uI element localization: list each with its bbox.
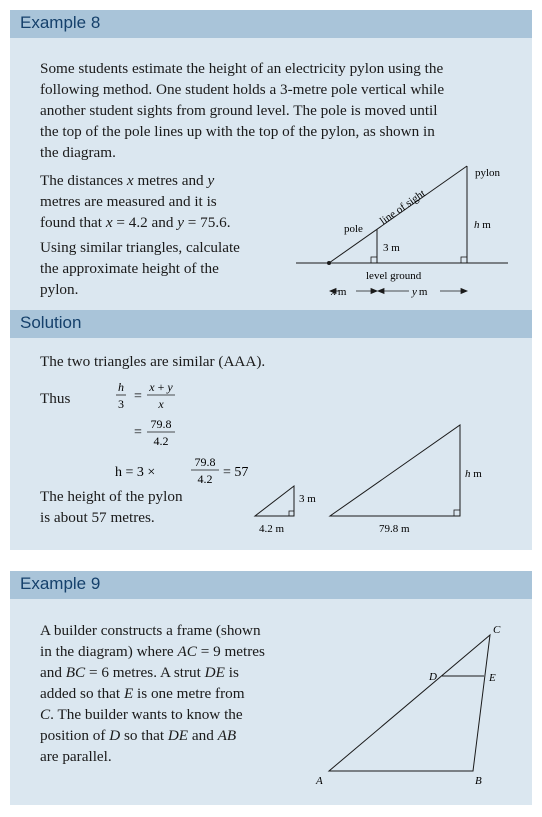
example-8-title: Example 8 [20, 13, 101, 32]
example-9-title: Example 9 [20, 574, 101, 593]
text: = 6 metres. A strut [85, 664, 205, 681]
label-d: D [429, 671, 437, 683]
var-y: y [207, 172, 215, 189]
text: is [224, 664, 239, 681]
var-x: x [126, 172, 134, 189]
intro-line: Some students estimate the height of an electricity pylon using the [40, 60, 444, 77]
frame-diagram [310, 621, 520, 796]
pole-label: pole [344, 223, 363, 235]
var-ac: AC [177, 643, 197, 660]
var-y: y [177, 214, 184, 231]
task-line: the approximate height of the [40, 260, 219, 277]
label-a: A [316, 775, 323, 787]
var-de: DE [204, 664, 225, 681]
line-1: A builder constructs a frame (shown [40, 622, 261, 639]
result: = 57 [223, 465, 249, 480]
denominator-4-2: 4.2 [153, 434, 169, 448]
sight-label: line of sight [377, 187, 428, 228]
line-7: are parallel. [40, 748, 112, 765]
numerator-79-8: 79.8 [150, 417, 172, 431]
pylon-label: pylon [475, 167, 501, 179]
equals-sign: = [134, 425, 142, 440]
text: so that [120, 727, 168, 744]
var-de: DE [167, 727, 189, 744]
intro-line: the top of the pole lines up with the top of the pylon, as shown in [40, 123, 435, 140]
ground-label: level ground [366, 270, 422, 282]
var-y: y [412, 286, 417, 298]
text: . The builder wants to know the [50, 706, 243, 723]
text: m [337, 286, 347, 298]
text: m [470, 468, 482, 480]
three-denominator: 3 [118, 397, 124, 411]
line-2 [40, 641, 265, 662]
example-8-box [10, 10, 532, 550]
thus-label: Thus [40, 390, 71, 407]
text: is one metre from [133, 685, 245, 702]
small-triangle [255, 486, 294, 516]
large-height-label [465, 468, 482, 480]
y-dimension [411, 286, 428, 298]
x-denominator: x [158, 397, 164, 411]
similar-triangles-diagram [248, 418, 498, 540]
var-x: x [105, 214, 113, 231]
label-e: E [489, 672, 496, 684]
example-9-box [10, 571, 532, 805]
h-equation: h = 3 × [115, 465, 156, 480]
solution-header [10, 310, 532, 338]
equals-sign: = [134, 389, 142, 404]
pole-height-label: 3 m [383, 242, 400, 254]
text: m [418, 286, 428, 298]
var-c: C [40, 706, 51, 723]
text: found that [40, 214, 106, 231]
h-numerator: h [118, 380, 124, 394]
example-8-header [10, 10, 532, 38]
var-e: E [123, 685, 134, 702]
text: and [40, 664, 66, 681]
measure-line-3 [40, 212, 231, 233]
right-angle-marker [461, 257, 467, 263]
small-base-label: 4.2 m [259, 523, 285, 535]
frame-triangle [329, 635, 490, 771]
small-height-label: 3 m [299, 493, 316, 505]
pylon-diagram [288, 160, 518, 300]
example-9-header [10, 571, 532, 599]
solution-title: Solution [20, 313, 82, 332]
text: added so that [40, 685, 124, 702]
text: metres and [133, 172, 208, 189]
line-5 [40, 704, 243, 725]
task-line: pylon. [40, 281, 79, 298]
similar-statement: The two triangles are similar (AAA). [40, 353, 266, 370]
pylon-height-label [474, 219, 491, 231]
var-ab: AB [217, 727, 237, 744]
working-equations [110, 378, 260, 483]
conclusion-line: The height of the pylon [40, 488, 183, 505]
sight-point [327, 261, 331, 265]
intro-line: the diagram. [40, 144, 116, 161]
text: = 9 metres [196, 643, 265, 660]
denominator-4-2: 4.2 [197, 472, 213, 483]
line-4 [40, 683, 245, 704]
text: = 4.2 and [112, 214, 178, 231]
text: The distances [40, 172, 127, 189]
label-c: C [493, 624, 501, 636]
intro-line: following method. One student holds a 3-metre pole vertical while [40, 81, 445, 98]
large-base-label: 79.8 m [379, 523, 410, 535]
numerator-79-8: 79.8 [194, 455, 216, 469]
plus: + [154, 380, 168, 394]
conclusion-line: is about 57 metres. [40, 509, 155, 526]
right-angle-marker [371, 257, 377, 263]
text: and [188, 727, 218, 744]
var-bc: BC [65, 664, 86, 681]
text: position of [40, 727, 110, 744]
large-triangle [330, 425, 460, 516]
x-plus-y [148, 380, 173, 394]
intro-line: another student sights from ground level. The pole is moved until [40, 102, 438, 119]
line-6 [40, 725, 236, 746]
measure-line-2: metres are measured and it is [40, 193, 217, 210]
text: in the diagram) where [40, 643, 178, 660]
var-d: D [109, 727, 121, 744]
line-3 [40, 662, 239, 683]
var-x: x [149, 380, 155, 394]
measure-line-1 [40, 170, 214, 191]
var-y: y [167, 380, 173, 394]
var-h: h [474, 219, 480, 231]
var-h: h [465, 468, 471, 480]
text: = 75.6. [183, 214, 231, 231]
right-angle-marker [289, 511, 294, 516]
text: m [479, 219, 491, 231]
right-angle-marker [454, 510, 460, 516]
task-line: Using similar triangles, calculate [40, 239, 240, 256]
label-b: B [475, 775, 482, 787]
